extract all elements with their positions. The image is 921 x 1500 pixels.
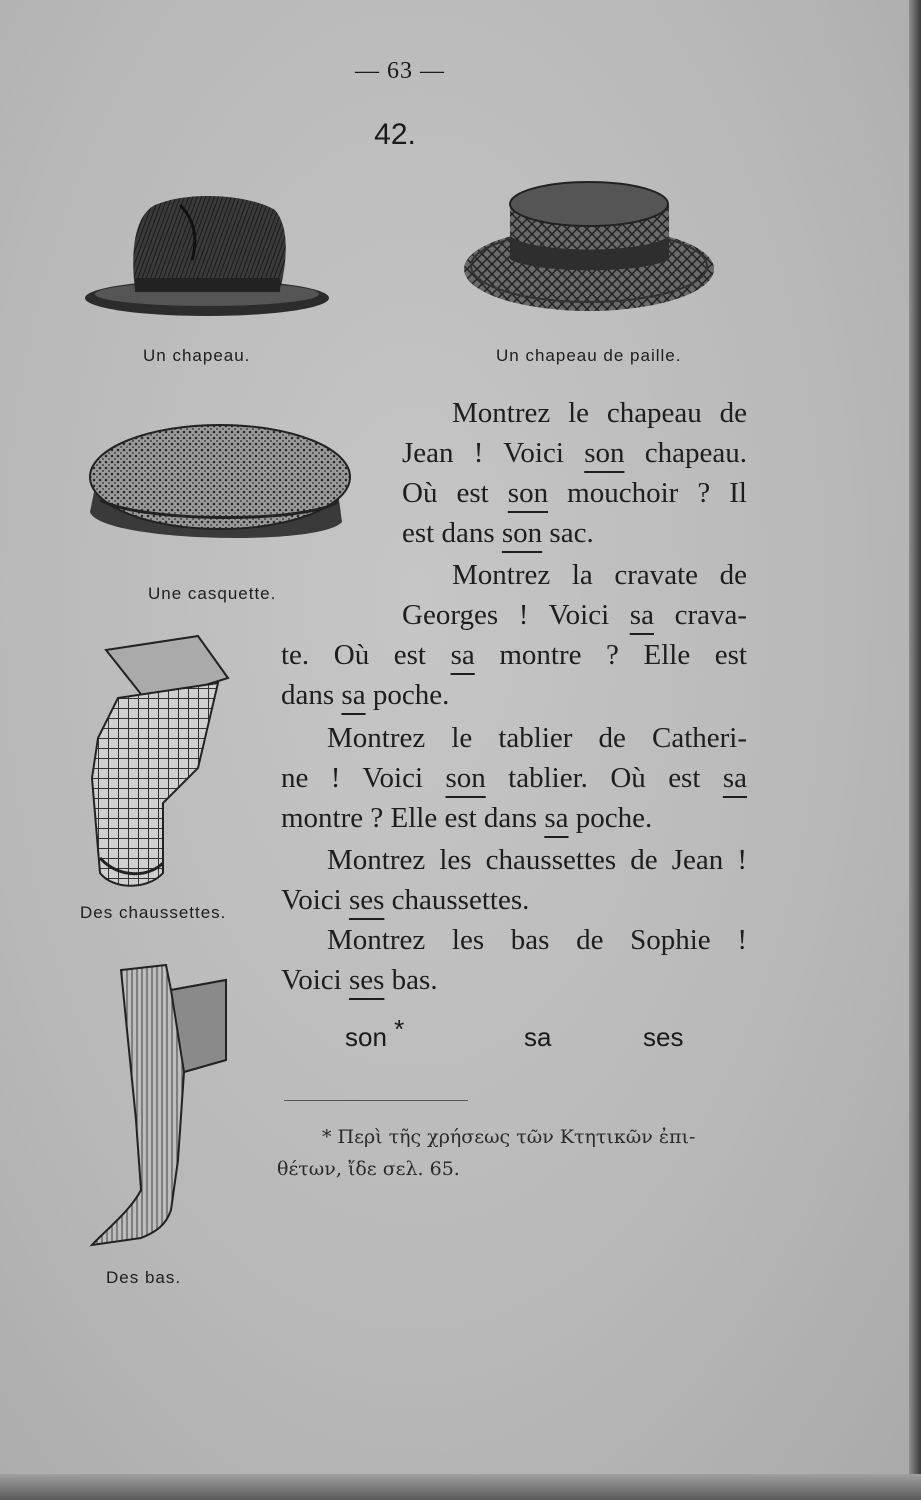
text-line: Voici ses bas. xyxy=(281,964,438,996)
caption-cap: Une casquette. xyxy=(148,584,277,603)
text-line: montre ? Elle est dans sa poche. xyxy=(281,802,653,834)
text-line: Voici ses chaussettes. xyxy=(281,884,530,916)
text-line: Montrez le chapeau de xyxy=(452,397,747,429)
caption-straw-hat: Un chapeau de paille. xyxy=(496,346,682,365)
hat-illustration xyxy=(80,190,335,325)
text-line: te. Où est sa montre ? Elle est xyxy=(281,639,747,671)
socks-illustration xyxy=(78,628,238,893)
text-line: Jean ! Voici son chapeau. xyxy=(402,437,747,469)
summary-ses: ses xyxy=(643,1022,684,1052)
footnote-marker: * xyxy=(394,1014,405,1044)
caption-hat: Un chapeau. xyxy=(143,346,251,365)
lesson-number: 42. xyxy=(374,118,416,151)
text-line: est dans son sac. xyxy=(402,517,594,549)
straw-hat-illustration xyxy=(462,174,717,324)
caption-socks: Des chaussettes. xyxy=(80,903,227,922)
text-line: ne ! Voici son tablier. Où est sa xyxy=(281,762,747,794)
summary-sa: sa xyxy=(524,1022,552,1052)
cap-illustration xyxy=(80,412,355,552)
text-line: Georges ! Voici sa crava- xyxy=(402,599,747,631)
text-line: Montrez le tablier de Catheri- xyxy=(327,722,747,754)
text-line: Où est son mouchoir ? Il xyxy=(402,477,747,509)
text-line: Montrez les bas de Sophie ! xyxy=(327,924,747,956)
summary-son: son * xyxy=(345,1014,405,1052)
text-line: Montrez la cravate de xyxy=(452,559,747,591)
page-number: — 63 — xyxy=(355,58,445,84)
text-line: Montrez les chaussettes de Jean ! xyxy=(327,844,747,876)
caption-stockings: Des bas. xyxy=(106,1268,182,1287)
text-line: dans sa poche. xyxy=(281,679,450,711)
stockings-illustration xyxy=(86,960,236,1255)
footnote-line-2: θέτων, ἴδε σελ. 65. xyxy=(277,1158,460,1180)
page-edge-right xyxy=(909,0,921,1500)
footnote-line-1: * Περὶ τῆς χρήσεως τῶν Κτητικῶν ἐπι- xyxy=(322,1126,696,1148)
page-edge-bottom xyxy=(0,1474,921,1500)
footnote-rule xyxy=(284,1100,468,1101)
